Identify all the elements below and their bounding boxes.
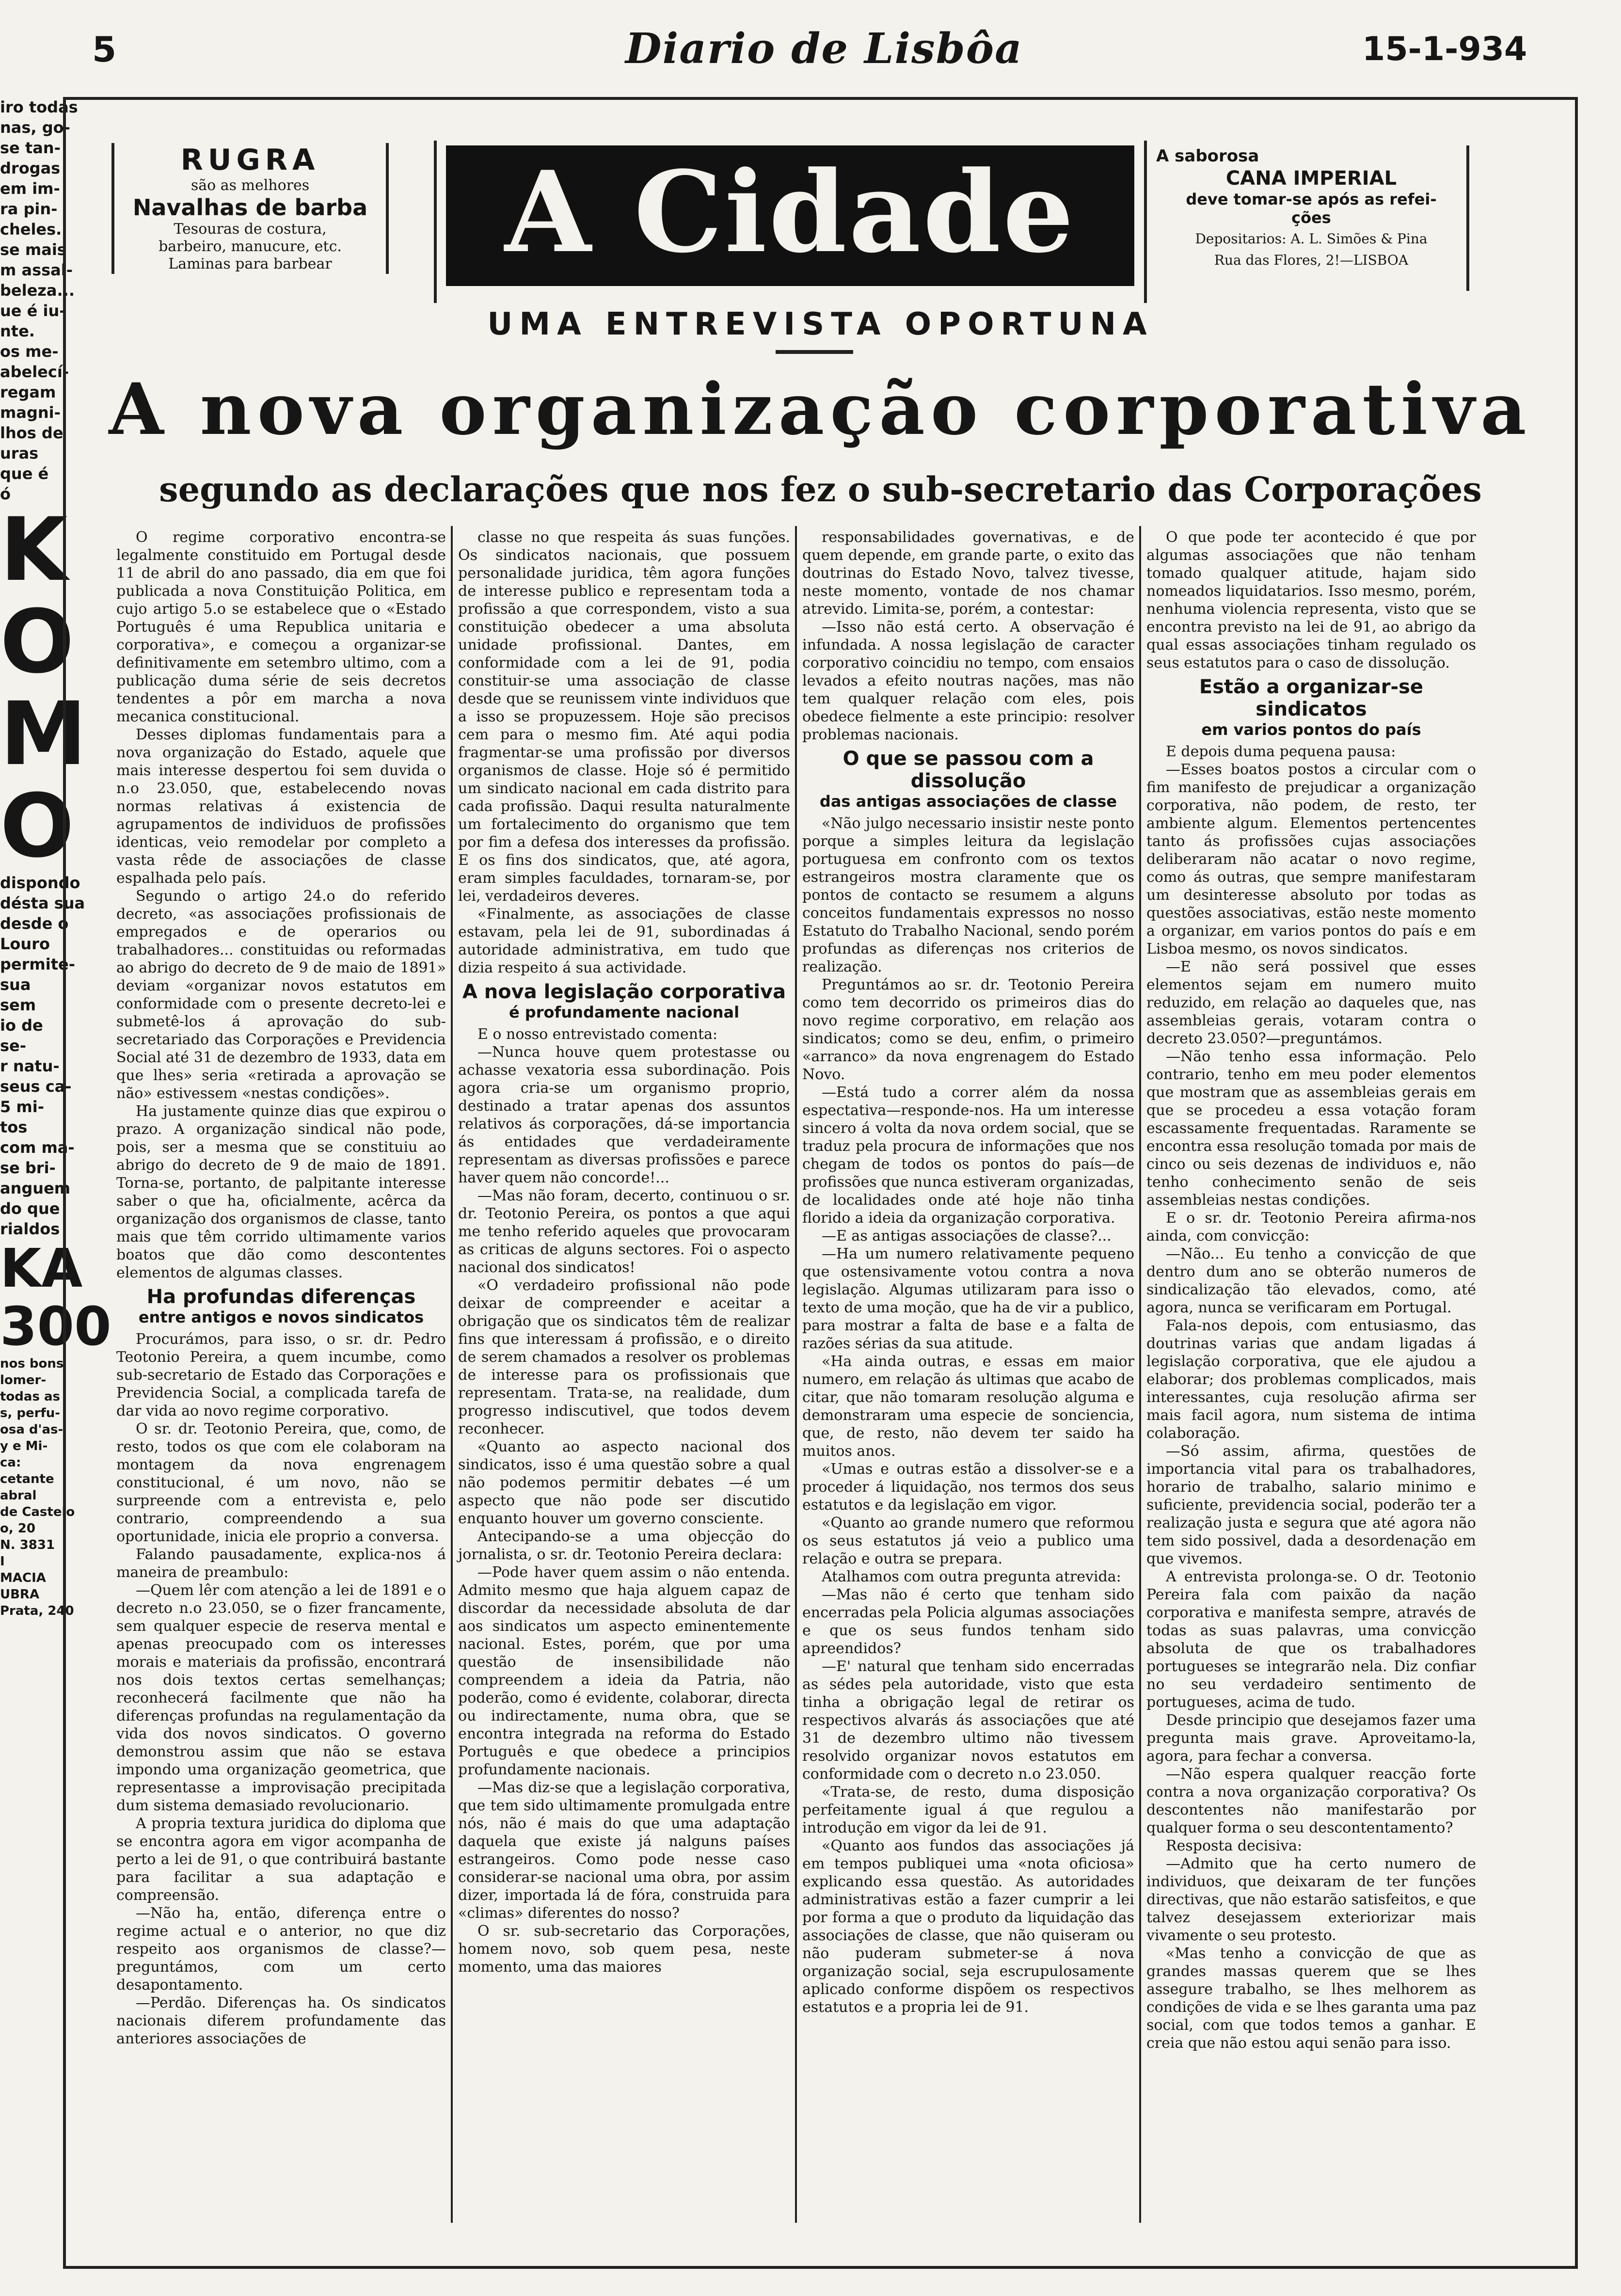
strip-line: KA: [0, 1237, 83, 1299]
strip-line: sua: [0, 975, 31, 994]
paragraph: E o nosso entrevistado comenta:: [477, 1026, 718, 1043]
paragraph: Segundo o artigo 24.o do referido decreto, «as associações profissionais de empregados e de operarios ou trabalhadores... constituidas ou reformadas ao abrigo do decreto de 9 de maio de 1891» deviam «organizar novos estatutos em conformidade com o presente decreto-lei e submetê-los á aprovação do sub-secretariado das Corporações e Previdencia Social até 31 de dezembro de 1933, data em que lhes» seria «retirada a aprovação se não» estivessem «nestas condições».: [116, 888, 446, 1102]
strip-line: 5 mi-: [0, 1098, 44, 1116]
strip-line: désta sua: [0, 894, 85, 912]
paragraph: —Não ha, então, diferença entre o regime actual e o anterior, no que diz respeito aos organismos de classe?—preguntámos, com um certo desapontamento.: [116, 1905, 446, 1993]
paragraph: —Nunca houve quem protestasse ou achasse vexatoria essa subordinação. Pois agora cria-se um organismo proprio, destinado a tratar apenas dos assuntos relativos ás corporações, dá-se importancia ás entidades que verdadeiramente representam as diversas profissões e parece haver quem não concorde!...: [458, 1044, 790, 1186]
section-title: A Cidade: [505, 147, 1076, 278]
paragraph: O que pode ter acontecido é que por algumas associações que não tenham tomado qualquer atitude, hajam sido nomeados liquidatarios. Isso mesmo, porém, nenhuma violencia representa, visto que se encontra previsto na lei de 91, ao abrigo da qual essas associações tinham regulado os seus estatutos para o caso de dissolução.: [1146, 529, 1476, 671]
paragraph: Procurámos, para isso, o sr. dr. Pedro Teotonio Pereira, a quem incumbe, como sub-secretario de Estado das Corporações e Previdencia Social, a complicada tarefa de dar vida ao novo regime corporativo.: [116, 1331, 446, 1419]
strip-big-letters-2: [0, 1237, 111, 1357]
issue-date: 15-1-934: [1362, 30, 1527, 68]
strip-line: UBRA: [0, 1587, 40, 1602]
strip-line: tos: [0, 1118, 28, 1136]
strip-line: se mais: [0, 240, 66, 259]
rugra-line2: Navalhas de barba: [132, 194, 368, 221]
rugra-brand: RUGRA: [180, 143, 320, 177]
strip-line: ca:: [0, 1455, 21, 1470]
article-column-2: [458, 528, 790, 2225]
subhead: A nova legislação corporativa: [462, 981, 786, 1003]
headline: A nova organização corporativa: [109, 368, 1532, 451]
strip-line: nte.: [0, 322, 35, 340]
subhead-secondary: das antigas associações de classe: [819, 792, 1117, 811]
paragraph: O regime corporativo encontra-se legalmente constituido em Portugal desde 11 de abril do ano passado, dia em que foi publicada a nova Constituição Politica, em cujo artigo 5.o se estabelece que o «Estado Português é uma Republica unitaria e corporativa», e começou a organizar-se definitivamente em setembro ultimo, com a publicação duma série de seis decretos tendentes a pôr em marcha a nova mecanica constitucional.: [116, 529, 446, 725]
paragraph: —Isso não está certo. A observação é infundada. A nossa legislação de caracter corporativo coincidiu no tempo, com ensaios levados a efeito noutras nações, mas não tem qualquer relação com eles, pois obedece fielmente a este principio: resolver problemas nacionais.: [802, 619, 1134, 743]
cana-line3: deve tomar-se após as refei-: [1186, 190, 1437, 208]
strip-line: em im-: [0, 179, 60, 198]
strip-line: ó: [0, 485, 11, 503]
strip-line: abelecí-: [0, 363, 69, 381]
column-rule: [795, 526, 797, 2223]
strip-line: s, perfu-: [0, 1406, 61, 1420]
paragraph: «Quanto aos fundos das associações já em tempos publiquei uma «nota oficiosa» explicando essa questão. As autoridades administrativas estão a fazer cumprir a lei por forma a que o produto da liquidação das associações de classe, que não quiseram ou não puderam submeter-se á nova organização social, seja escrupulosamente aplicado conforme dispõem os respectivos estatutos e a propria lei de 91.: [802, 1837, 1134, 2016]
strip-line: dispondo: [0, 874, 80, 892]
strip-lines-mid: [0, 873, 85, 1239]
paragraph: —Quem lêr com atenção a lei de 1891 e o decreto n.o 23.050, se o fizer francamente, sem qualquer especie de reserva mental e apenas preocupado com os interesses morais e materiais da profissão, encontrará nos dois textos certas semelhanças; reconhecerá facilmente que não ha diferenças profundas na regulamentação da vida dos novos sindicatos. O governo demonstrou assim que não se estava impondo uma organização geometrica, que representasse a improvisação precipitada dum sistema demasiado revolucionario.: [116, 1582, 446, 1814]
paragraph: responsabilidades governativas, e de quem depende, em grande parte, o exito das doutrinas do Estado Novo, talvez tivesse, neste momento, vontade de nos chamar atrevido. Limita-se, porém, a contestar:: [802, 529, 1134, 618]
paragraph: Fala-nos depois, com entusiasmo, das doutrinas varias que andam ligadas á legislação corporativa, que ele ajudou a elaborar; dos problemas complicados, mais interessantes, cuja resolução afirma ser mais facil agora, num sistema de intima colaboração.: [1146, 1317, 1476, 1442]
rugra-line5: Laminas para barbear: [168, 255, 332, 272]
strip-line: sem: [0, 996, 36, 1014]
paragraph: —Mas não é certo que tenham sido encerradas pela Policia algumas associações e que os seus fundos tenham sido apreendidos?: [802, 1586, 1134, 1657]
strip-line: cetante: [0, 1472, 54, 1486]
strip-line: Louro: [0, 935, 50, 953]
strip-line: se tan-: [0, 139, 61, 157]
strip-line: regam: [0, 383, 56, 401]
strip-line: lhos de: [0, 424, 64, 442]
strip-line: lomer-: [0, 1373, 47, 1387]
paragraph: «Não julgo necessario insistir neste ponto porque a simples leitura da legislação portuguesa em confronto com os textos estrangeiros mostra claramente que os pontos de contacto se resumem a alguns conceitos fundamentais expressos no nosso Estatuto do Trabalho Nacional, sendo porém profundas as diferenças nos criterios de realização.: [802, 815, 1134, 975]
strip-big-letters: [0, 499, 87, 877]
strip-line: cheles.: [0, 220, 62, 239]
paragraph: «Quanto ao aspecto nacional dos sindicatos, isso é uma questão sobre a qual não podemos permitir debates —é um aspecto que não pode ser discutido enquanto houver um governo consciente.: [458, 1438, 790, 1527]
rugra-line3: Tesouras de costura,: [174, 221, 327, 238]
strip-line: O: [0, 591, 75, 693]
subhead: O que se passou com a dissolução: [842, 748, 1094, 792]
paragraph: O sr. dr. Teotonio Pereira, que, como, de resto, todos os que com ele colaboram na montagem da nova engrenagem constitucional, é um novo, não se surpreende com a entrevista e, pelo contrario, compreendendo a sua oportunidade, inicia ele proprio a conversa.: [116, 1420, 446, 1545]
paragraph: —Está tudo a correr além da nossa espectativa—responde-nos. Ha um interesse sincero á volta da nova ordem social, que se traduz pela procura de informações que nos chegam de todos os pontos do país—de profissões que nunca estiveram organizadas, de localidades onde até hoje não tinha florido a ideia da organização corporativa.: [802, 1084, 1134, 1227]
strip-line: seus ca-: [0, 1077, 72, 1096]
strip-line: iro todas: [0, 98, 78, 116]
subheadline: segundo as declarações que nos fez o sub-secretario das Corporações: [159, 469, 1482, 510]
paragraph: —E as antigas associações de classe?...: [822, 1228, 1112, 1244]
strip-line: se bri-: [0, 1159, 56, 1177]
paragraph: «Finalmente, as associações de classe estavam, pela lei de 91, subordinadas á autoridade administrativa, em tudo que dizia respeito á sua actividade.: [458, 906, 790, 976]
strip-line: drogas: [0, 159, 61, 177]
strip-line: abral: [0, 1488, 37, 1503]
strip-lines-bottom: [0, 1355, 75, 1619]
strip-line: M: [0, 684, 87, 785]
paragraph: A propria textura juridica do diploma que se encontra agora em vigor acompanha de perto a lei de 91, o que contribuirá bastante para facilitar a sua adaptação e compreensão.: [116, 1815, 446, 1904]
paragraph: Desses diplomas fundamentais para a nova organização do Estado, aquele que mais interesse despertou foi sem duvida o n.o 23.050, que, estabelecendo novas normas relativas á existencia de agrupamentos de individuos de profissões identicas, veio remodelar por completo a vasta rêde de associações de classe espalhada pelo país.: [116, 726, 446, 887]
strip-line: desde o: [0, 914, 69, 933]
strip-line: K: [0, 499, 68, 601]
strip-line: r natu-: [0, 1057, 60, 1075]
cana-line1: A saborosa: [1156, 146, 1259, 166]
strip-line: todas as: [0, 1389, 60, 1404]
strip-line: osa d'as-: [0, 1422, 64, 1437]
cana-line6: Rua das Flores, 2!—LISBOA: [1214, 252, 1409, 268]
strip-line: m assal-: [0, 261, 73, 279]
paragraph: Preguntámos ao sr. dr. Teotonio Pereira como tem decorrido os primeiros dias do novo regime corporativo, em relação aos sindicatos; como se deu, enfim, o primeiro «arranco» da nova engrenagem do Estado Novo.: [802, 976, 1134, 1083]
article-column-3: [802, 528, 1134, 2225]
divider: [1144, 141, 1147, 303]
strip-line: 300: [0, 1295, 111, 1357]
strip-line: MACIA: [0, 1571, 46, 1585]
paragraph: —Não espera qualquer reacção forte contra a nova organização corporativa? Os descontentes não manifestarão por qualquer forma o seu descontentamento?: [1146, 1766, 1476, 1836]
paragraph: A entrevista prolonga-se. O dr. Teotonio Pereira fala com paixão da nação corporativa e manifesta sempre, através de todas as suas palavras, uma convicção absoluta de que os trabalhadores portugueses se integrarão nela. Diz confiar no seu verdadeiro sentimento de portugueses, acima de tudo.: [1146, 1568, 1476, 1711]
rugra-line4: barbeiro, manucure, etc.: [159, 238, 342, 255]
strip-line: N. 3831: [0, 1538, 55, 1552]
strip-line: nas, go-: [0, 118, 70, 137]
strip-line: o, 20: [0, 1521, 35, 1536]
paragraph: Falando pausadamente, explica-nos á maneira de preambulo:: [116, 1546, 446, 1581]
column-rule: [1139, 526, 1141, 2223]
paragraph: E o sr. dr. Teotonio Pereira afirma-nos ainda, com convicção:: [1146, 1210, 1476, 1244]
paragraph: E depois duma pequena pausa:: [1166, 743, 1396, 760]
strip-line: anguem: [0, 1179, 71, 1197]
kicker-ornament: [776, 350, 853, 354]
paragraph: «O verdadeiro profissional não pode deixar de compreender e aceitar a obrigação que os sindicatos têm de realizar fins que interessam á profissão, e o direito de serem chamados a resolver os problemas de interesse para os profissionais que representam. Trata-se, na realidade, dum progresso indiscutivel, que todos devem reconhecer.: [458, 1277, 790, 1437]
strip-line: nos bons: [0, 1356, 64, 1371]
strip-line: que é: [0, 464, 49, 483]
subhead-secondary: é profundamente nacional: [509, 1003, 740, 1021]
cana-line2: CANA IMPERIAL: [1225, 167, 1397, 190]
paragraph: Desde principio que desejamos fazer uma pregunta mais grave. Aproveitamo-la, agora, para fechar a conversa.: [1146, 1712, 1476, 1765]
paragraph: Resposta decisiva:: [1166, 1837, 1303, 1854]
strip-line: I: [0, 1554, 5, 1569]
cana-line4: ções: [1291, 208, 1331, 227]
strip-lines-top: [0, 97, 78, 504]
paragraph: —Pode haver quem assim o não entenda. Admito mesmo que haja alguem capaz de discordar da necessidade absoluta de dar aos sindicatos um aspecto eminentemente nacional. Estes, porém, que por uma questão de insensibilidade não compreendem a ideia da Patria, não poderão, como é evidente, colaborar, directa ou indirectamente, numa obra, que se encontra integrada na reforma do Estado Português e que obedece a principios profundamente nacionais.: [458, 1564, 790, 1778]
rugra-line1: são as melhores: [191, 177, 310, 194]
strip-line: Prata, 240: [0, 1604, 74, 1618]
newspaper-title: Diario de Lisbôa: [625, 24, 1023, 73]
kicker: UMA ENTREVISTA OPORTUNA: [487, 306, 1154, 342]
paragraph: —Admito que ha certo numero de individuos, que deixaram de ter funções directivas, que não estarão satisfeitos, e que talvez desejassem exteriorizar mais vivamente o seu protesto.: [1146, 1855, 1476, 1944]
strip-line: O: [0, 776, 75, 877]
strip-line: ra pin-: [0, 200, 58, 218]
paragraph: —E' natural que tenham sido encerradas as sédes pela autoridade, visto que esta tinha a obrigação legal de retirar os respectivos alvarás ás associações que até 31 de dezembro ultimo não tivessem resolvido organizar novos estatutos em conformidade com o decreto n.o 23.050.: [802, 1658, 1134, 1783]
article-column-4: [1146, 528, 1476, 2225]
divider: [434, 141, 437, 303]
strip-line: com ma-: [0, 1138, 75, 1157]
paragraph: «Umas e outras estão a dissolver-se e a proceder á liquidação, nos termos dos seus estatutos e da legislação em vigor.: [802, 1461, 1134, 1514]
strip-line: os me-: [0, 342, 59, 361]
paragraph: O sr. sub-secretario das Corporações, homem novo, sob quem pesa, neste momento, uma das maiores: [458, 1923, 790, 1976]
strip-line: rialdos: [0, 1220, 60, 1238]
paragraph: «Ha ainda outras, e essas em maior numero, em relação ás ultimas que acabo de citar, que não tomaram resolução alguma e demonstraram uma especie de sonciencia, que, de resto, não devem ter saido ha muitos anos.: [802, 1353, 1134, 1460]
paragraph: Ha justamente quinze dias que expirou o prazo. A organização sindical não pode, pois, ser a mesma que se constituiu ao abrigo do decreto de 9 de maio de 1891. Torna-se, portanto, de palpitante interesse saber o que ha, oficialmente, acêrca da organização dos organismos de classe, tanto mais que têm corrido ultimamente varios boatos que dão como descontentes elementos de algumas classes.: [116, 1103, 446, 1281]
subhead-secondary: em varios pontos do país: [1201, 720, 1421, 739]
column-rule: [451, 526, 453, 2223]
paragraph: —Esses boatos postos a circular com o fim manifesto de prejudicar a organização corporativa, não podem, de resto, ter ambiente algum. Elementos pertencentes tanto ás profissões cujas associações deliberaram não acatar o novo regime, como ás outras, que sempre manifestaram um desinteresse absoluto por todas as questões associativas, estão neste momento a organizar, em varios pontos do país e em Lisboa mesmo, os novos sindicatos.: [1146, 761, 1476, 957]
strip-line: beleza...: [0, 281, 75, 300]
rugra-ad: [111, 143, 389, 274]
paragraph: —Mas diz-se que a legislação corporativa, que tem sido ultimamente promulgada entre nós, não é mais do que uma adaptação daquela que existe já nalguns países estrangeiros. Como pode nesse caso considerar-se nacional uma obra, por assim dizer, importada lá de fóra, construida para «climas» diferentes do nosso?: [458, 1779, 790, 1922]
strip-line: permite-: [0, 955, 75, 973]
cana-imperial-ad: [1156, 145, 1469, 291]
subhead-secondary: entre antigos e novos sindicatos: [138, 1308, 424, 1326]
paragraph: «Trata-se, de resto, duma disposição perfeitamente igual á que regulou a introdução em vigor da lei de 91.: [802, 1784, 1134, 1836]
paragraph: —Ha um numero relativamente pequeno que ostensivamente votou contra a nova legislação. Algumas utilizaram para isso o texto de uma moção, que ha de vir a publico, para mostrar a falta de base e a falta de razões sérias da sua atitude.: [802, 1245, 1134, 1352]
page-number: 5: [92, 29, 117, 70]
strip-line: de Castelo: [0, 1505, 75, 1519]
paragraph: —Mas não foram, decerto, continuou o sr. dr. Teotonio Pereira, os pontos a que aqui me tenho referido aqueles que provocaram as criticas de alguns sectores. Foi o aspecto nacional dos sindicatos!: [458, 1187, 790, 1276]
strip-line: y e Mi-: [0, 1439, 48, 1453]
paragraph: «Quanto ao grande numero que reformou os seus estatutos já veio a publico uma relação e outra se prepara.: [802, 1515, 1134, 1567]
strip-line: uras: [0, 444, 39, 462]
paragraph: —Só assim, afirma, questões de importancia vital para os trabalhadores, horario de trabalho, salario minimo e suficiente, previdencia social, poderão ter a realização justa e segura que até agora não tem sido possivel, dada a desordenação em que vivemos.: [1146, 1443, 1476, 1567]
paragraph: —E não será possivel que esses elementos sejam em numero muito reduzido, em relação ao daqueles que, nas assembleias gerais, votaram contra o decreto 23.050?—preguntámos.: [1146, 958, 1476, 1047]
paragraph: —Não... Eu tenho a convicção de que dentro dum ano se obterão numeros de sindicalização tão elevados, como, até agora, nunca se verificaram em Portugal.: [1146, 1245, 1476, 1316]
paragraph: Atalhamos com outra pregunta atrevida:: [822, 1568, 1121, 1585]
article-column-1: [116, 528, 446, 2225]
paragraph: —Perdão. Diferenças ha. Os sindicatos nacionais diferem profundamente das anteriores associações de: [116, 1994, 446, 2047]
strip-line: magni-: [0, 403, 61, 422]
paragraph: «Mas tenho a convicção de que as grandes massas querem que se lhes assegure trabalho, se lhes melhorem as condições de vida e se lhes garanta uma paz social, com que todos temos a ganhar. E creia que não estou aqui senão para isso.: [1146, 1945, 1476, 2052]
strip-line: ue é iu-: [0, 302, 66, 320]
subhead: Estão a organizar-se sindicatos: [1199, 676, 1424, 720]
strip-line: io de: [0, 1016, 43, 1035]
paragraph: —Não tenho essa informação. Pelo contrario, tenho em meu poder elementos que mostram que as assembleias gerais em que se procedeu a essa votação foram escassamente frequentadas. Raramente se encontra essa resolução tomada por mais de cinco ou seis dezenas de individuos e, não tenho conhecimento senão de seis assembleias nestas condições.: [1146, 1048, 1476, 1209]
paragraph: classe no que respeita ás suas funções. Os sindicatos nacionais, que possuem personalidade juridica, têm agora funções de interesse publico e representam toda a profissão a que correspondem, visto a sua constituição obedecer a uma absoluta unidade profissional. Dantes, em conformidade com a lei de 91, podia constituir-se uma associação de classe desde que se reunissem vinte individuos que a isso se propuzessem. Hoje são precisos cem para o mesmo fim. Até aqui podia fragmentar-se uma profissão por diversos organismos de classe. Hoje só é permitido um sindicato nacional em cada distrito para cada profissão. Daqui resulta naturalmente um fortalecimento do organismo que tem por fim a defesa dos interesses da profissão. E os fins dos sindicatos, que, até agora, eram simples faculdades, tornaram-se, por lei, verdadeiros deveres.: [458, 529, 790, 905]
cana-line5: Depositarios: A. L. Simões & Pina: [1195, 231, 1428, 247]
strip-line: do que: [0, 1199, 60, 1218]
strip-line: se-: [0, 1036, 27, 1055]
subhead: Ha profundas diferenças: [146, 1286, 416, 1308]
adjacent-page-strip: [0, 97, 111, 2269]
paragraph: Antecipando-se a uma objecção do jornalista, o sr. dr. Teotonio Pereira declara:: [458, 1528, 790, 1563]
